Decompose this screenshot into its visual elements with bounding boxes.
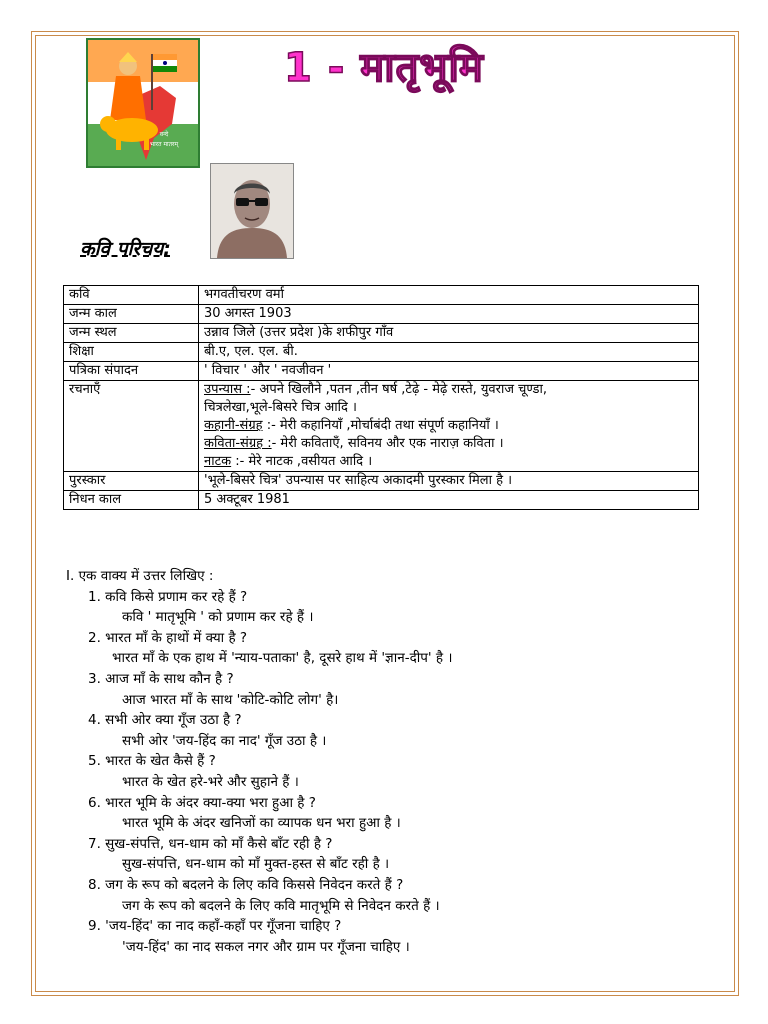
page-title: 1 - मातृभूमि (284, 45, 484, 91)
question: 9. 'जय-हिंद' का नाद कहाँ-कहाँ पर गूँजना चाहिए ? (88, 918, 342, 935)
kahani-label: कहानी-संग्रह (204, 418, 263, 433)
kavita-line (204, 435, 693, 453)
kavita-label: कविता-संग्रह : (204, 436, 272, 451)
natak-line (204, 453, 693, 471)
natak-text: :- मेरे नाटक ,वसीयत आदि । (231, 454, 373, 469)
upanyas-label: उपन्यास : (204, 382, 251, 397)
table-cell-label: पुरस्कार (64, 472, 199, 491)
question: 3. आज माँ के साथ कौन है ? (88, 670, 234, 687)
table-cell-label: रचनाएँ (64, 381, 199, 472)
table-cell-value: 30 अगस्त 1903 (199, 305, 699, 324)
table-cell-label: पत्रिका संपादन (64, 362, 199, 381)
question: 1. कवि किसे प्रणाम कर रहे हैं ? (88, 588, 248, 605)
bharat-mata-illustration (88, 40, 198, 166)
table-cell-label: शिक्षा (64, 343, 199, 362)
table-row (64, 305, 699, 324)
question: 4. सभी ओर क्या गूँज उठा है ? (88, 712, 242, 729)
poster-caption-line2: भारत मातरम् (149, 141, 179, 148)
upanyas-line (204, 381, 693, 399)
question: 7. सुख-संपत्ति, धन-धाम को माँ कैसे बाँट रही है ? (88, 835, 333, 852)
answer: आज भारत माँ के साथ 'कोटि-कोटि लोग' है। (122, 691, 339, 708)
table-cell-value: बी.ए, एल. एल. बी. (199, 343, 699, 362)
kahani-line (204, 417, 693, 435)
poet-photo (210, 163, 294, 259)
table-cell-label: निधन काल (64, 491, 199, 510)
answer: कवि ' मातृभूमि ' को प्रणाम कर रहे हैं । (122, 609, 314, 626)
kahani-text: :- मेरी कहानियाँ ,मोर्चाबंदी तथा संपूर्ण कहानियाँ । (262, 418, 499, 433)
question: 5. भारत के खेत कैसे हैं ? (88, 753, 216, 770)
upanyas-text: - अपने खिलौने ,पतन ,तीन षर्ष ,टेढ़े - मेढ़े रास्ते, युवराज चूण्डा, (250, 382, 547, 397)
answer: भारत के खेत हरे-भरे और सुहाने हैं । (122, 773, 299, 790)
poet-portrait-illustration (211, 164, 293, 258)
question-answer-section (66, 566, 726, 957)
table-cell-value: भगवतीचरण वर्मा (199, 286, 699, 305)
bharat-mata-poster (86, 38, 200, 168)
section-heading: I. एक वाक्य में उत्तर लिखिए : (66, 568, 214, 584)
answer: भारत भूमि के अंदर खनिजों का व्यापक धन भरा हुआ है । (122, 815, 401, 832)
question: 8. जग के रूप को बदलने के लिए कवि किससे निवेदन करते हैं ? (88, 876, 404, 893)
poet-info-table (63, 285, 699, 510)
answer: जग के रूप को बदलने के लिए कवि मातृभूमि से निवेदन करते हैं । (122, 897, 440, 914)
answer: 'जय-हिंद' का नाद सकल नगर और ग्राम पर गूँजना चाहिए । (122, 938, 410, 955)
table-cell-value: ' विचार ' और ' नवजीवन ' (199, 362, 699, 381)
table-row-rachnayen (64, 381, 699, 472)
table-row (64, 491, 699, 510)
table-cell-label: जन्म काल (64, 305, 199, 324)
table-cell-label: कवि (64, 286, 199, 305)
answer: भारत माँ के एक हाथ में 'न्याय-पताका' है, दूसरे हाथ में 'ज्ञान-दीप' है । (112, 650, 453, 667)
kavita-text: - मेरी कविताएँ, सविनय और एक नाराज़ कविता । (271, 436, 504, 451)
kavi-parichay-heading: कवि परिचय: (80, 238, 171, 260)
answer: सभी ओर 'जय-हिंद का नाद' गूँज उठा है । (122, 732, 327, 749)
question: 2. भारत माँ के हाथों में क्या है ? (88, 629, 248, 646)
table-cell-value: 5 अक्टूबर 1981 (199, 491, 699, 510)
natak-label: नाटक (204, 454, 232, 469)
table-cell-value: 'भूले-बिसरे चित्र' उपन्यास पर साहित्य अकादमी पुरस्कार मिला है । (199, 472, 699, 491)
table-cell-label: जन्म स्थल (64, 324, 199, 343)
poster-caption-line1: वन्दे (159, 131, 169, 138)
answer: सुख-संपत्ति, धन-धाम को माँ मुक्त-हस्त से बाँट रही है । (122, 856, 390, 873)
table-row (64, 324, 699, 343)
upanyas-line-2: चित्रलेखा,भूले-बिसरे चित्र आदि । (204, 400, 357, 415)
question: 6. भारत भूमि के अंदर क्या-क्या भरा हुआ है ? (88, 794, 316, 811)
rachnayen-list (199, 381, 699, 472)
table-cell-value: उन्नाव जिले (उत्तर प्रदेश )के शफीपुर गाँव (199, 324, 699, 343)
table-row (64, 472, 699, 491)
table-row (64, 343, 699, 362)
table-row (64, 362, 699, 381)
table-row (64, 286, 699, 305)
